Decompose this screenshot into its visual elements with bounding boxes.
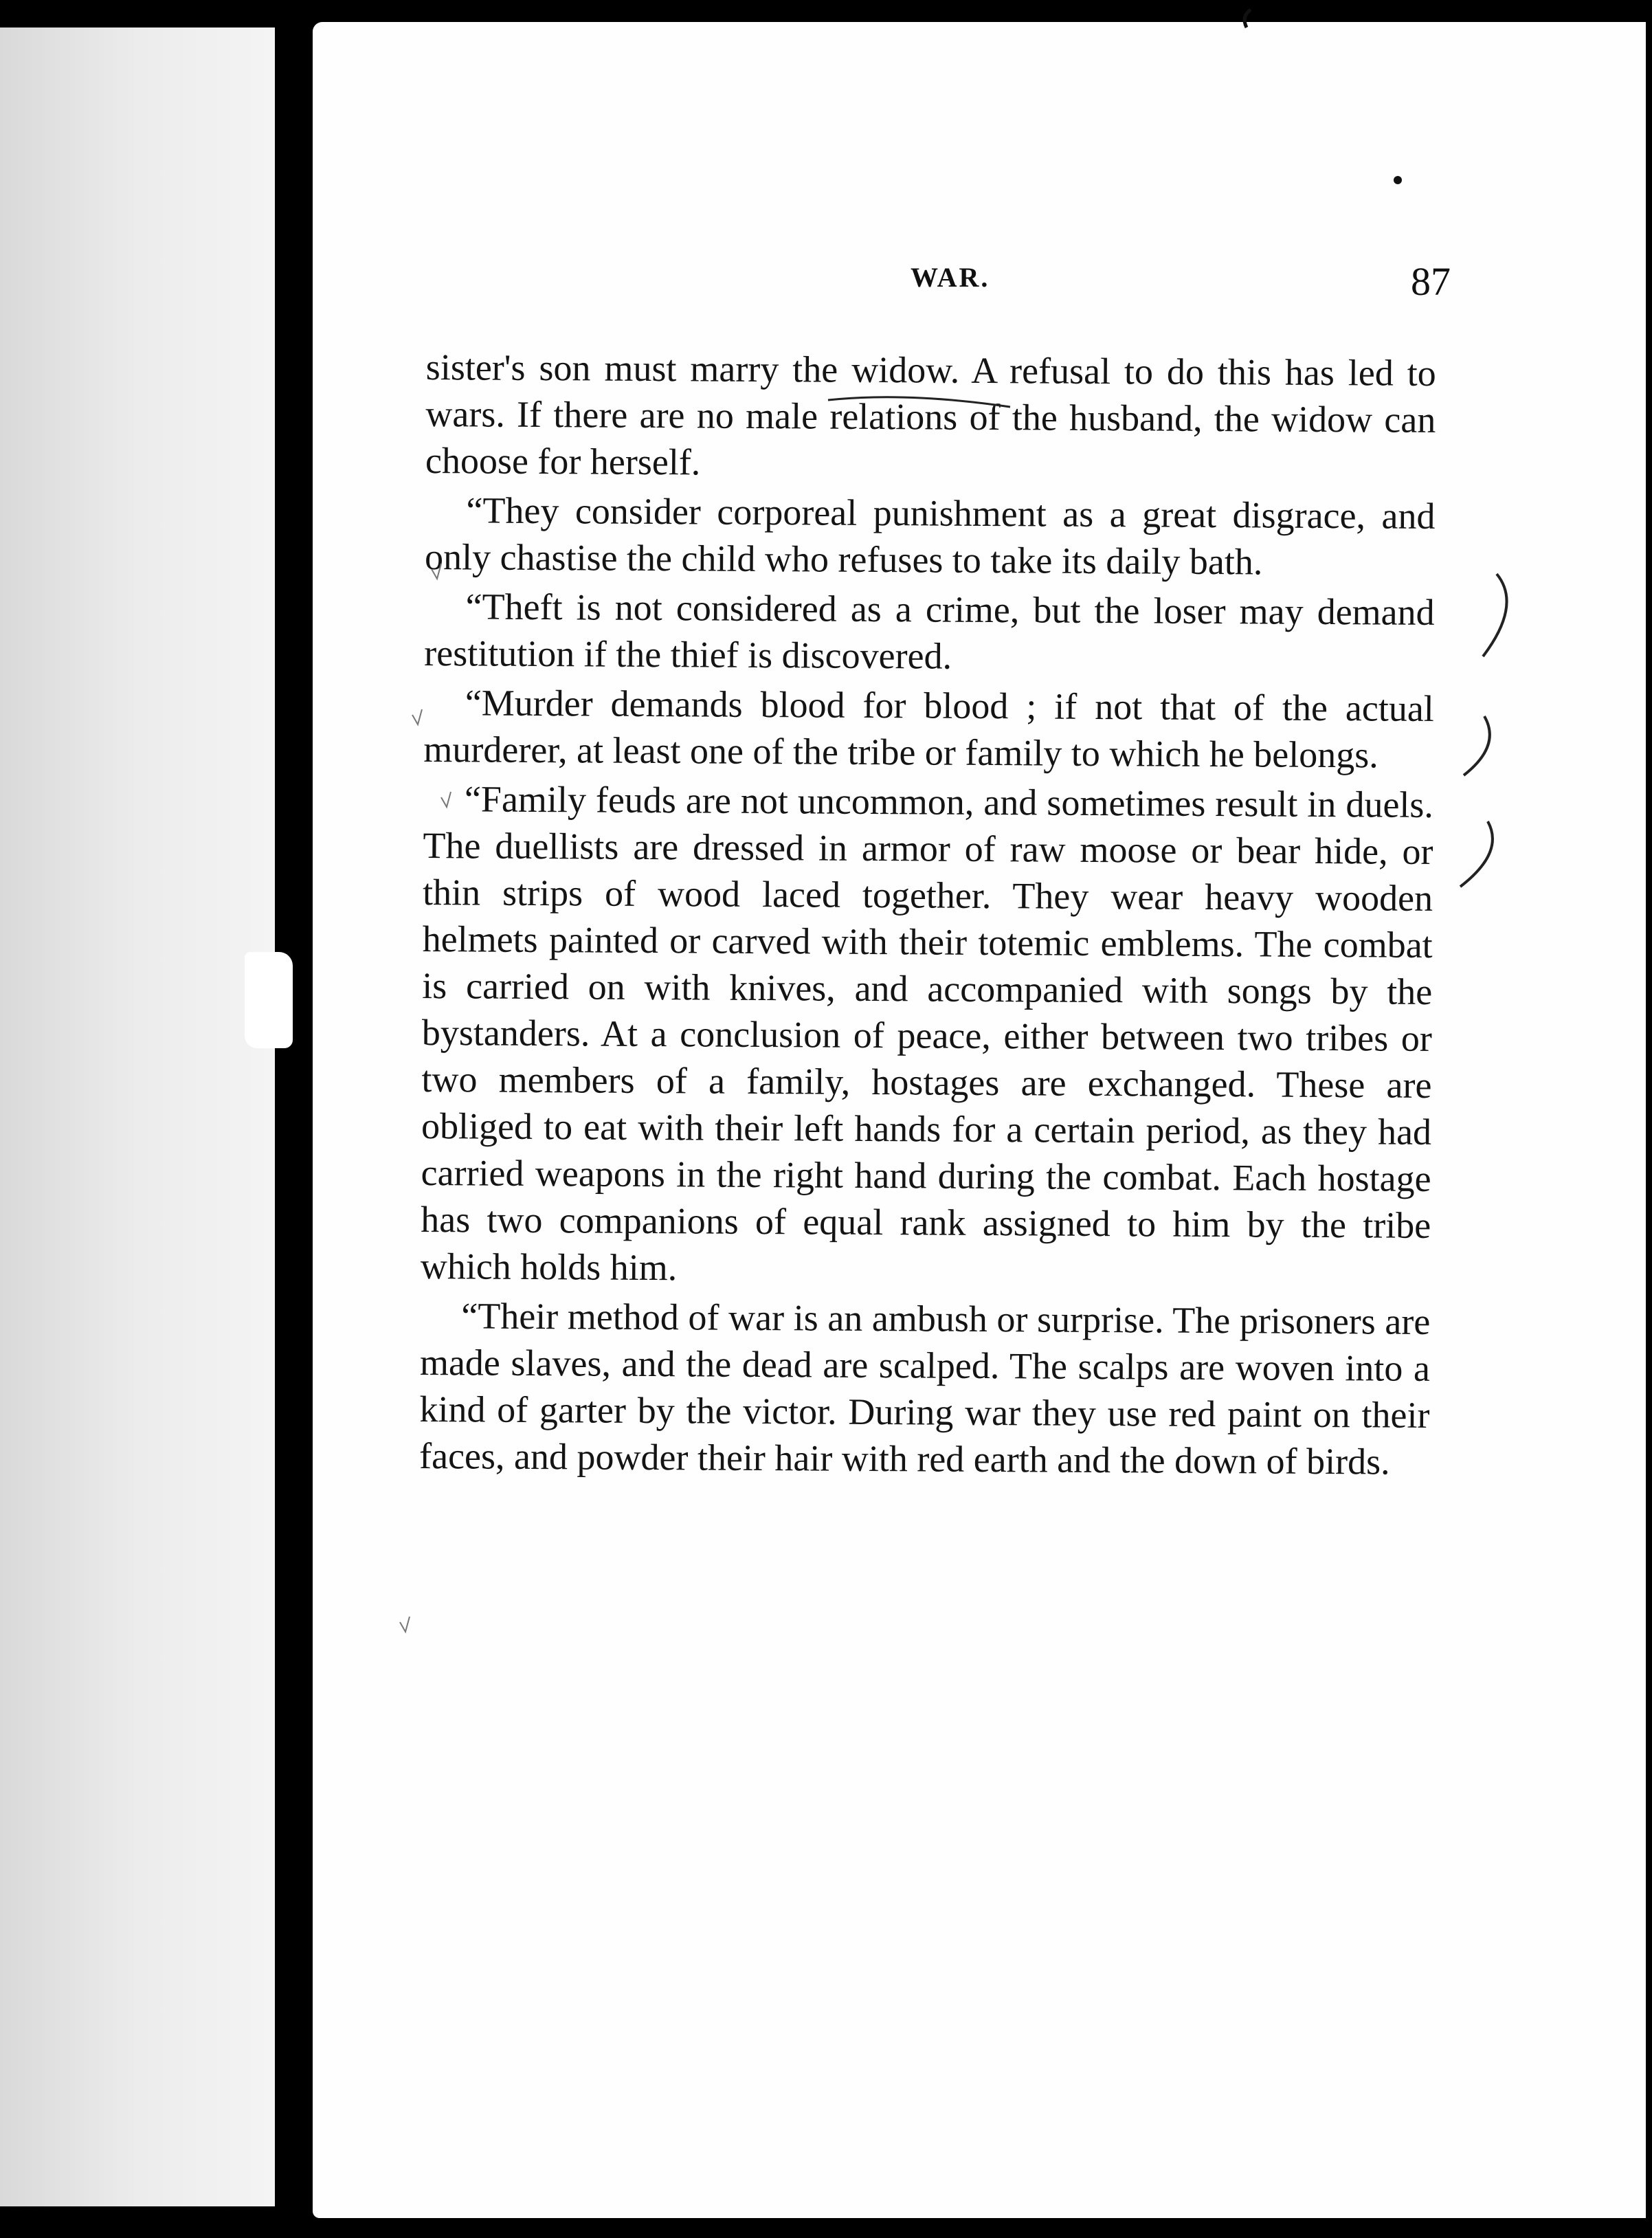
book-spine-gutter: [275, 0, 309, 2238]
facing-page-edge: [0, 27, 275, 2206]
paragraph: “Their method of war is an ambush or surprise. The prisoners are made slaves, and the dead are scalped. The scalps are woven into a kind of garter by the victor. During war they use red paint on their faces, and powder their hair with red earth and the down of birds.: [418, 1295, 1431, 1483]
paragraph: sister's son must marry the widow. A refusal to do this has led to wars. If there are no male relations of the husband, the widow can choose for herself.: [425, 346, 1436, 483]
page-number: 87: [1411, 259, 1451, 304]
page-header: [313, 259, 1451, 316]
paragraph: “Murder demands blood for blood ; if not that of the actual murderer, at least one of the tribe or family to which he belongs.: [423, 682, 1434, 776]
paragraph: “They consider corporeal punishment as a great disgrace, and only chastise the child who refuses to take its daily bath.: [424, 489, 1436, 583]
paragraph: “Theft is not considered as a crime, but the loser may demand restitution if the thief is discovered.: [424, 586, 1435, 677]
running-title: WAR.: [911, 262, 990, 293]
paragraph: “Family feuds are not uncommon, and sometimes result in duels. The duellists are dressed in armor of raw moose or bear hide, or thin strips of wood laced together. They wear heavy wooden helmets painted or carved with their totemic emblems. The combat is carried on with knives, and accompanied with songs by the bystanders. At a conclusion of peace, either between two tribes or two members of a family, hostages are exchanged. These are obliged to eat with their left hands for a certain period, as they had carried weapons in the right hand during the combat. Each hostage has two companions of equal rank assigned to him by the tribe which holds him.: [420, 778, 1434, 1289]
paper-tab: [245, 952, 293, 1048]
body-text: [419, 344, 1436, 1488]
